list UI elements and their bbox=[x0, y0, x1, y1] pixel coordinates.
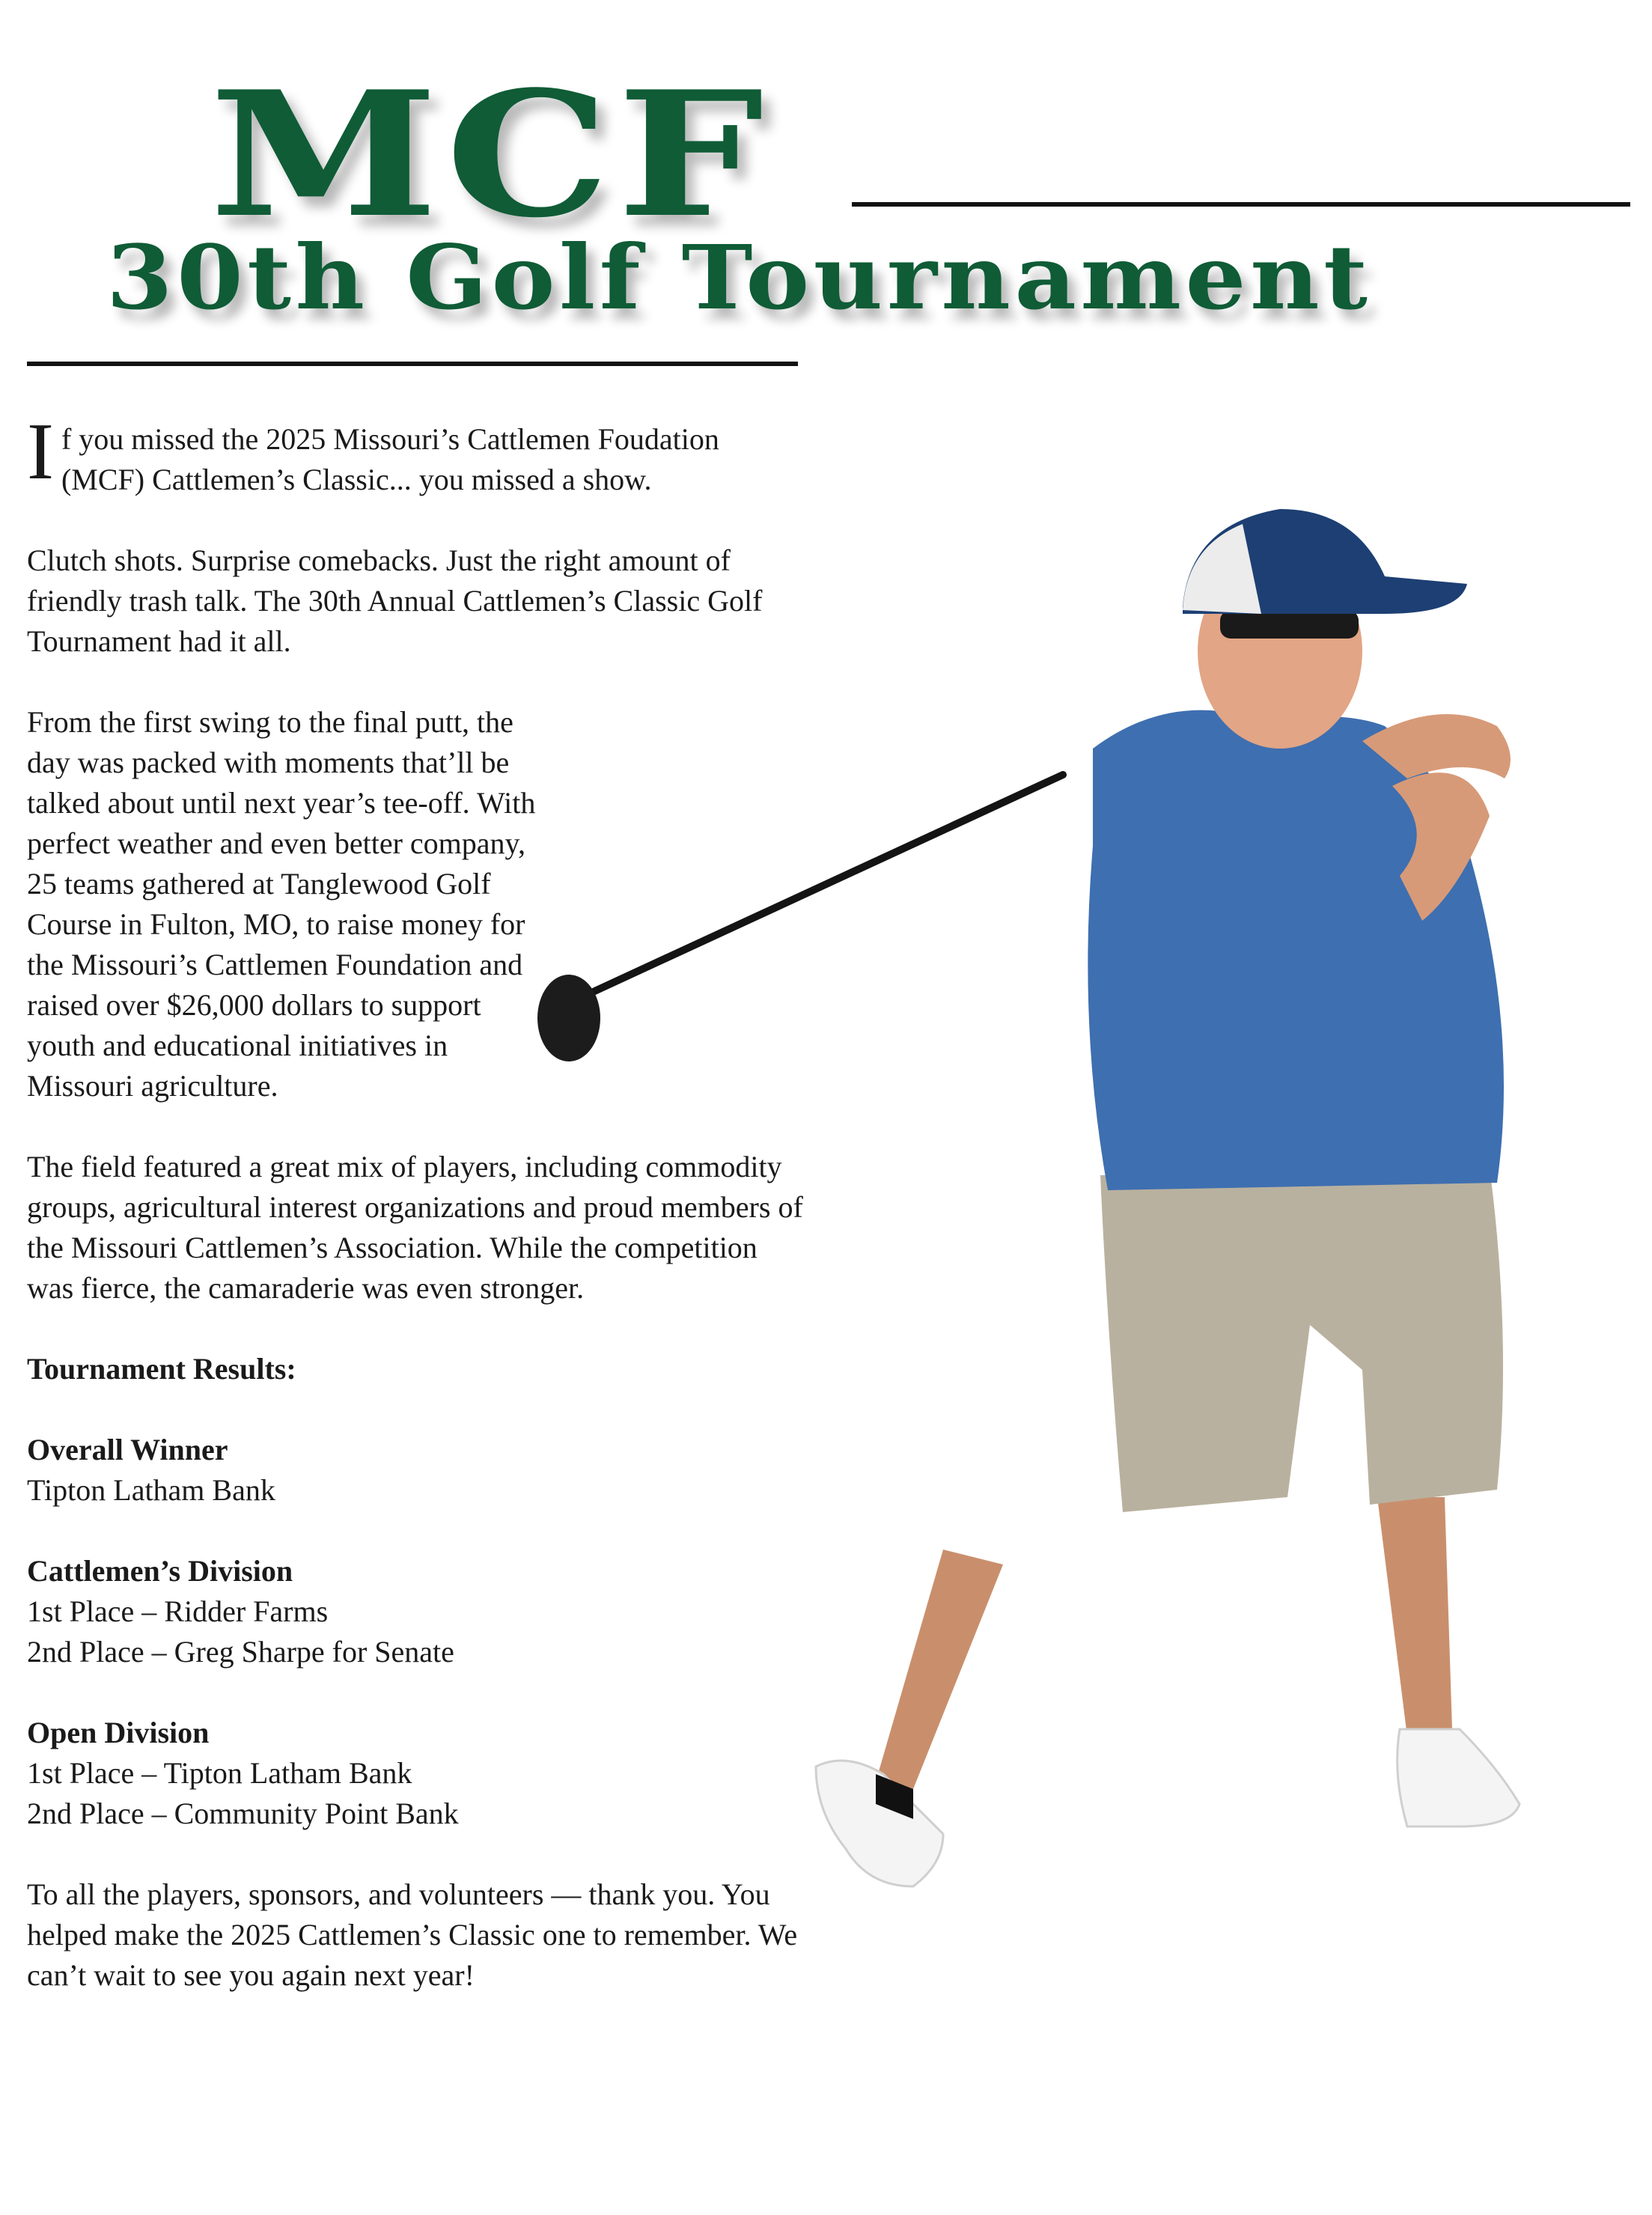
sunglasses bbox=[1220, 610, 1359, 639]
brand-title: MCF bbox=[210, 54, 771, 256]
front-leg bbox=[1377, 1497, 1452, 1737]
cattlemens-second-place: 2nd Place – Greg Sharpe for Senate bbox=[27, 1635, 454, 1669]
shorts bbox=[1100, 1168, 1503, 1512]
cattlemens-division-heading: Cattlemen’s Division bbox=[27, 1554, 293, 1588]
golf-club-shaft bbox=[569, 775, 1063, 1003]
results-heading: Tournament Results: bbox=[27, 1352, 296, 1386]
overall-winner-line: Tipton Latham Bank bbox=[27, 1473, 275, 1507]
overall-winner-heading: Overall Winner bbox=[27, 1433, 228, 1466]
paragraph-4: The field featured a great mix of players, including commodity groups, agricultural interest organizations and proud members of the Missouri Cattlemen’s Association. While the competition was fierce, the camaraderie was even stronger. bbox=[27, 1150, 803, 1305]
open-second-place: 2nd Place – Community Point Bank bbox=[27, 1797, 459, 1830]
cattlemens-first-place: 1st Place – Ridder Farms bbox=[27, 1594, 329, 1628]
paragraph-2: Clutch shots. Surprise comebacks. Just the right amount of friendly trash talk. The 30th Annual Cattlemen’s Classic Golf Tournament had it all. bbox=[27, 543, 763, 658]
front-shoe bbox=[1398, 1729, 1520, 1826]
paragraph-3: From the first swing to the final putt, the day was packed with moments that’ll be talked about until next year’s tee-off. With perfect weather and even better company, 25 teams gathered at Tanglewood Golf Course in Fulton, MO, to raise money for the Missouri’s Cattlemen Foundation and raised over $26,000 dollars to support youth and educational initiatives in Missouri agriculture. bbox=[27, 705, 536, 1103]
closing-paragraph: To all the players, sponsors, and volunteers — thank you. You helped make the 2025 Cattlemen’s Classic one to remember. We can’t wait to see you again next year! bbox=[27, 1877, 798, 1992]
header-rule-bottom bbox=[27, 362, 798, 366]
back-leg bbox=[876, 1550, 1003, 1789]
golf-club-head bbox=[537, 975, 600, 1061]
page-title: 30th Golf Tournament bbox=[106, 225, 1372, 329]
drop-cap: I bbox=[27, 407, 54, 496]
intro-text: f you missed the 2025 Missouri’s Cattlemen Foudation (MCF) Cattlemen’s Classic... you missed a show. bbox=[61, 422, 719, 496]
open-division-heading: Open Division bbox=[27, 1716, 210, 1749]
header-rule-top bbox=[852, 202, 1630, 207]
open-first-place: 1st Place – Tipton Latham Bank bbox=[27, 1756, 412, 1790]
golfer-photo bbox=[524, 427, 1587, 2021]
